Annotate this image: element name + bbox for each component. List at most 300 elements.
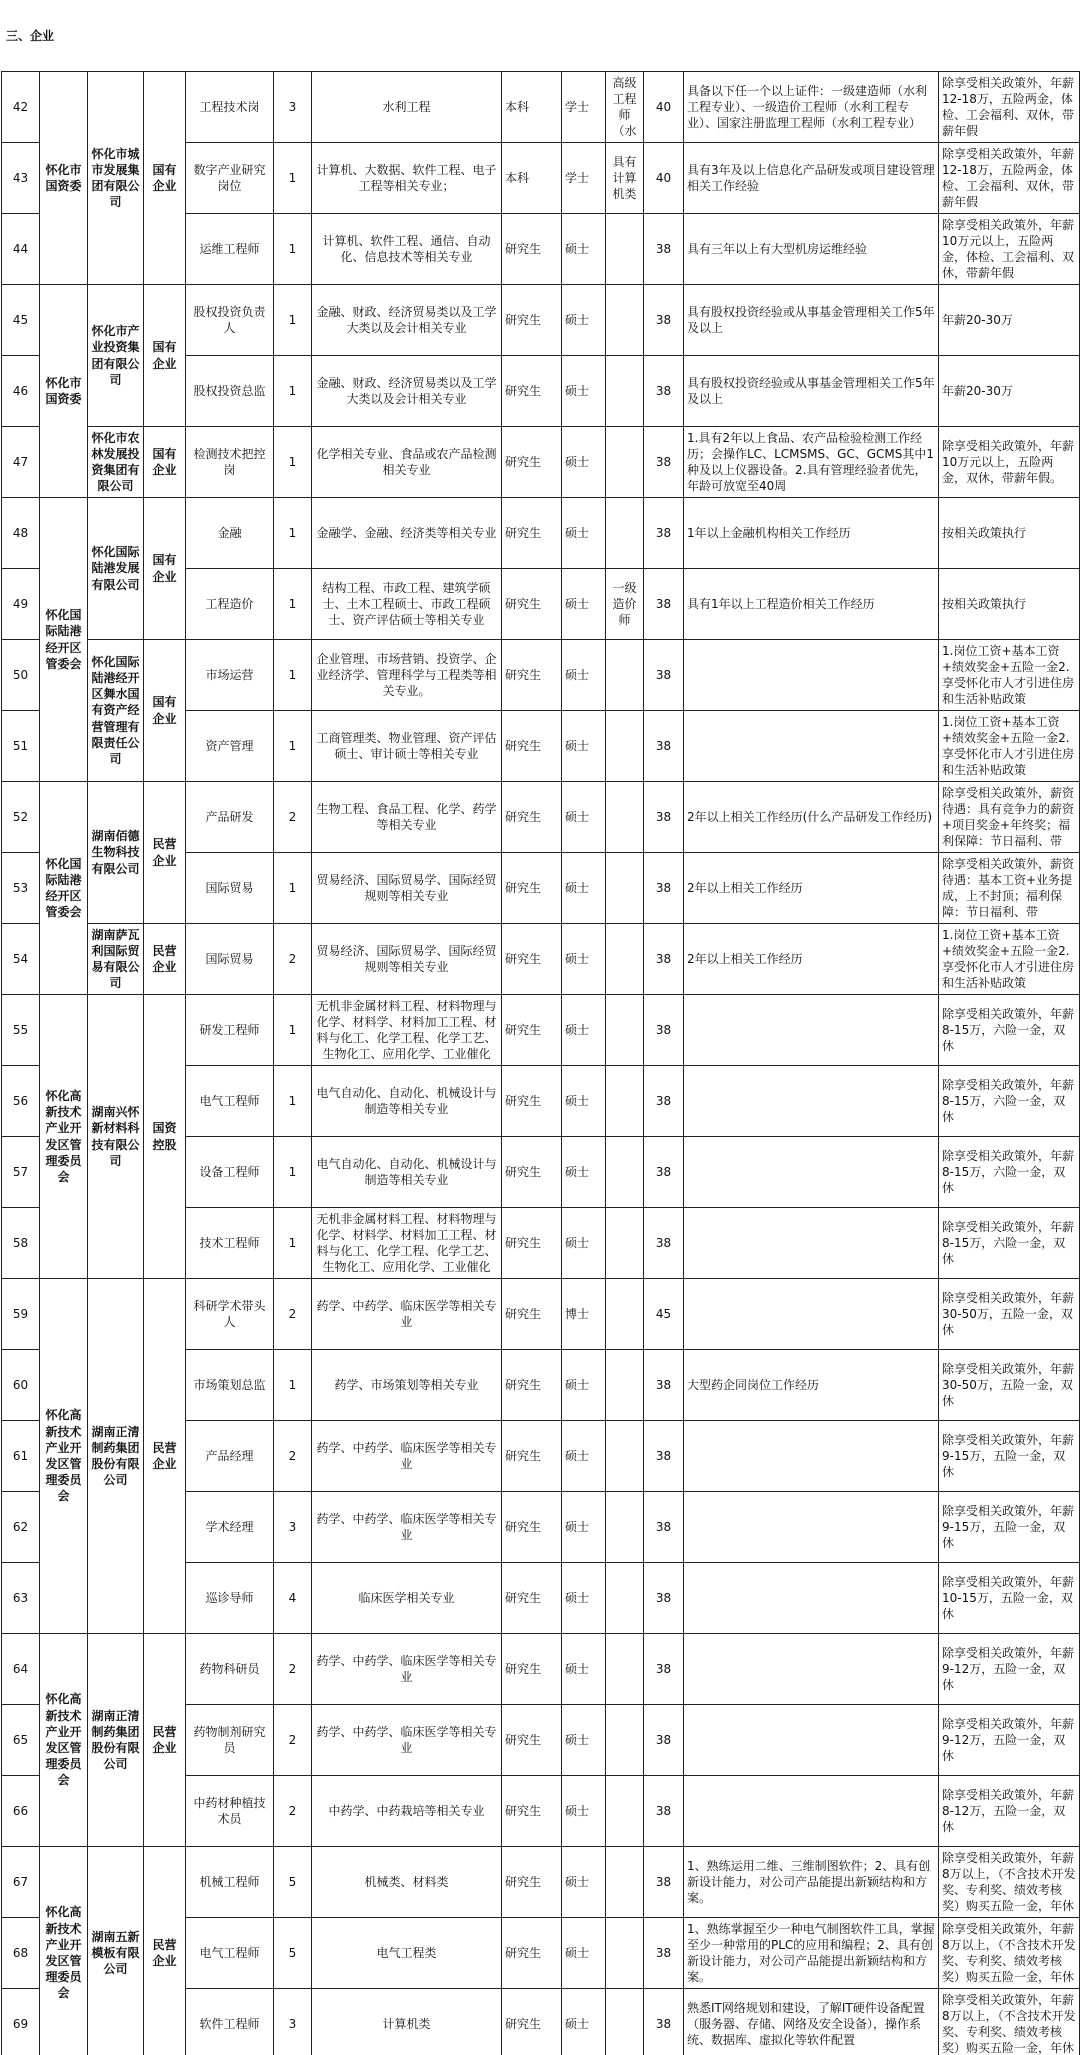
cell-position-text: 国际贸易 <box>205 880 254 895</box>
cell-position <box>186 1918 274 1989</box>
cell-major <box>312 1492 502 1563</box>
cell-age <box>644 782 684 853</box>
cell-age-text: 38 <box>655 738 672 753</box>
cell-major-text: 贸易经济、国际贸易学、国际经贸规则等相关专业 <box>316 872 497 903</box>
cell-count <box>274 1279 312 1350</box>
cell-position <box>186 427 274 498</box>
cell-edu-text: 研究生 <box>505 1164 542 1179</box>
cell-company: 怀化国际陆港经开区舞水国有资产经营管理有限责任公司 <box>88 640 144 782</box>
cell-count <box>274 1421 312 1492</box>
cell-age-text: 45 <box>655 1306 672 1321</box>
cell-age-text: 38 <box>655 951 672 966</box>
cell-edu-text: 研究生 <box>505 1945 542 1960</box>
cell-no-text: 53 <box>12 880 29 895</box>
cell-age-text: 40 <box>655 170 672 185</box>
cell-age-text: 38 <box>655 454 672 469</box>
cell-degree <box>562 640 606 711</box>
cell-age <box>644 72 684 143</box>
cell-age <box>644 214 684 285</box>
cell-major-text: 药学、中药学、临床医学等相关专业 <box>316 1440 497 1471</box>
cell-company: 湖南正清制药集团股份有限公司 <box>88 1634 144 1847</box>
cell-age-text: 38 <box>655 1945 672 1960</box>
cell-edu <box>502 711 562 782</box>
cell-salary <box>939 782 1080 853</box>
cell-major-text: 电气自动化、自动化、机械设计与制造等相关专业 <box>316 1085 497 1116</box>
cell-salary <box>939 569 1080 640</box>
cell-count <box>274 285 312 356</box>
cell-no-text: 67 <box>12 1874 29 1889</box>
cell-requirement <box>684 1776 939 1847</box>
cell-edu <box>502 285 562 356</box>
cell-requirement <box>684 72 939 143</box>
cell-requirement <box>684 640 939 711</box>
cell-salary-text: 除享受相关政策外，年薪9-15万，五险一金，双休 <box>942 1503 1075 1551</box>
cell-title <box>606 924 644 995</box>
cell-degree-text: 硕士 <box>565 2016 590 2031</box>
cell-major <box>312 569 502 640</box>
cell-no <box>2 1705 40 1776</box>
cell-edu-text: 研究生 <box>505 1590 542 1605</box>
cell-requirement-text: 熟悉IT网络规划和建设，了解IT硬件设备配置（服务器、存储、网络及安全设备），操作系统、数据库、虚拟化等软件配置 <box>687 2000 925 2048</box>
cell-degree-text: 硕士 <box>565 1803 590 1818</box>
cell-position <box>186 711 274 782</box>
cell-salary-text: 除享受相关政策外，年薪9-12万，五险一金，双休 <box>942 1716 1075 1764</box>
cell-age-text: 38 <box>655 880 672 895</box>
cell-count-text: 1 <box>288 1235 297 1250</box>
cell-dept: 怀化国际陆港经开区管委会 <box>40 498 88 782</box>
cell-nature: 民营企业 <box>144 782 186 924</box>
cell-edu <box>502 356 562 427</box>
cell-salary-text: 除享受相关政策外，年薪30-50万，五险一金，双休 <box>942 1290 1075 1338</box>
cell-title <box>606 640 644 711</box>
cell-edu-text: 研究生 <box>505 1093 542 1108</box>
cell-count-text: 3 <box>288 99 297 114</box>
cell-title <box>606 1279 644 1350</box>
cell-no <box>2 285 40 356</box>
cell-salary <box>939 1776 1080 1847</box>
cell-count <box>274 640 312 711</box>
cell-requirement <box>684 1918 939 1989</box>
cell-edu <box>502 995 562 1066</box>
cell-no <box>2 1350 40 1421</box>
cell-major <box>312 1776 502 1847</box>
cell-title <box>606 214 644 285</box>
cell-position <box>186 1350 274 1421</box>
cell-age-text: 38 <box>655 1732 672 1747</box>
cell-degree <box>562 1137 606 1208</box>
cell-count <box>274 1989 312 2055</box>
cell-title <box>606 569 644 640</box>
cell-requirement-text: 2年以上相关工作经历(什么产品研发工作经历) <box>687 809 932 824</box>
cell-degree <box>562 1066 606 1137</box>
cell-no <box>2 640 40 711</box>
cell-requirement <box>684 1421 939 1492</box>
cell-position <box>186 1208 274 1279</box>
cell-major <box>312 1350 502 1421</box>
cell-degree <box>562 498 606 569</box>
cell-company: 怀化国际陆港发展有限公司 <box>88 498 144 640</box>
cell-age-text: 38 <box>655 1661 672 1676</box>
cell-count-text: 1 <box>288 1093 297 1108</box>
cell-salary-text: 除享受相关政策外，年薪12-18万，五险两金，体检、工会福利、双休，带薪年假 <box>942 146 1075 210</box>
cell-count <box>274 1492 312 1563</box>
cell-age <box>644 1918 684 1989</box>
cell-position-text: 数字产业研究岗位 <box>193 162 266 193</box>
cell-title <box>606 853 644 924</box>
cell-salary-text: 除享受相关政策外，年薪9-12万，五险一金，双休 <box>942 1645 1075 1693</box>
cell-company: 湖南正清制药集团股份有限公司 <box>88 1279 144 1634</box>
cell-requirement-text: 具有1年以上工程造价相关工作经历 <box>687 596 875 611</box>
cell-salary <box>939 143 1080 214</box>
cell-age <box>644 853 684 924</box>
cell-title <box>606 995 644 1066</box>
cell-age-text: 38 <box>655 241 672 256</box>
cell-age <box>644 427 684 498</box>
cell-title <box>606 711 644 782</box>
cell-age-text: 38 <box>655 383 672 398</box>
cell-no <box>2 1634 40 1705</box>
cell-nature: 民营企业 <box>144 1279 186 1634</box>
cell-count-text: 2 <box>288 951 297 966</box>
table-row <box>2 782 1080 853</box>
cell-age <box>644 356 684 427</box>
cell-requirement-text: 1、熟练运用二维、三维制图软件；2、具有创新设计能力，对公司产品能提出新颖结构和方案。 <box>687 1858 931 1906</box>
cell-salary <box>939 1279 1080 1350</box>
cell-count <box>274 143 312 214</box>
cell-age-text: 38 <box>655 2016 672 2031</box>
cell-salary-text: 除享受相关政策外，年薪12-18万，五险两金，体检、工会福利、双休，带薪年假 <box>942 75 1075 139</box>
cell-count-text: 1 <box>288 1022 297 1037</box>
cell-no <box>2 924 40 995</box>
cell-requirement <box>684 285 939 356</box>
cell-position <box>186 1279 274 1350</box>
cell-degree-text: 硕士 <box>565 667 590 682</box>
cell-age <box>644 569 684 640</box>
cell-no-text: 58 <box>12 1235 29 1250</box>
cell-title <box>606 285 644 356</box>
cell-dept: 怀化高新技术产业开发区管理委员会 <box>40 1279 88 1634</box>
cell-nature: 国有企业 <box>144 640 186 782</box>
cell-edu-text: 研究生 <box>505 1235 542 1250</box>
cell-major <box>312 285 502 356</box>
cell-count-text: 3 <box>288 1519 297 1534</box>
cell-edu <box>502 1421 562 1492</box>
job-table <box>1 71 1080 2055</box>
cell-edu <box>502 1563 562 1634</box>
cell-degree-text: 硕士 <box>565 1022 590 1037</box>
cell-count-text: 5 <box>288 1874 297 1889</box>
cell-position <box>186 853 274 924</box>
cell-no-text: 52 <box>12 809 29 824</box>
cell-degree <box>562 853 606 924</box>
cell-count-text: 1 <box>288 312 297 327</box>
cell-major <box>312 640 502 711</box>
cell-nature: 国有企业 <box>144 427 186 498</box>
cell-salary <box>939 853 1080 924</box>
cell-edu-text: 研究生 <box>505 525 542 540</box>
cell-degree <box>562 1989 606 2055</box>
cell-edu <box>502 569 562 640</box>
cell-title <box>606 1989 644 2055</box>
cell-no <box>2 1918 40 1989</box>
cell-salary <box>939 711 1080 782</box>
table-row <box>2 1634 1080 1705</box>
cell-major-text: 计算机、软件工程、通信、自动化、信息技术等相关专业 <box>322 233 491 264</box>
cell-salary-text: 除享受相关政策外，年薪10-15万，五险一金，双休 <box>942 1574 1075 1622</box>
cell-position <box>186 1776 274 1847</box>
cell-count-text: 1 <box>288 596 297 611</box>
cell-count <box>274 1208 312 1279</box>
cell-position-text: 技术工程师 <box>199 1235 260 1250</box>
cell-edu <box>502 782 562 853</box>
cell-edu-text: 研究生 <box>505 1874 542 1889</box>
cell-edu <box>502 924 562 995</box>
cell-count <box>274 1918 312 1989</box>
cell-no-text: 59 <box>12 1306 29 1321</box>
cell-degree <box>562 924 606 995</box>
cell-edu <box>502 853 562 924</box>
cell-degree <box>562 569 606 640</box>
cell-degree-text: 硕士 <box>565 525 590 540</box>
cell-edu-text: 研究生 <box>505 1661 542 1676</box>
cell-major <box>312 72 502 143</box>
cell-position-text: 电气工程师 <box>199 1945 260 1960</box>
cell-edu-text: 研究生 <box>505 809 542 824</box>
cell-no-text: 43 <box>12 170 29 185</box>
cell-major <box>312 995 502 1066</box>
cell-requirement <box>684 1847 939 1918</box>
cell-degree-text: 硕士 <box>565 1590 590 1605</box>
cell-requirement <box>684 143 939 214</box>
cell-requirement <box>684 1137 939 1208</box>
cell-age-text: 38 <box>655 596 672 611</box>
cell-title <box>606 143 644 214</box>
cell-edu-text: 研究生 <box>505 241 542 256</box>
cell-age <box>644 143 684 214</box>
cell-title <box>606 1492 644 1563</box>
cell-requirement <box>684 782 939 853</box>
cell-requirement-text: 1年以上金融机构相关工作经历 <box>687 525 851 540</box>
cell-age <box>644 1279 684 1350</box>
cell-count-text: 1 <box>288 667 297 682</box>
cell-major-text: 工商管理类、物业管理、资产评估硕士、审计硕士等相关专业 <box>316 730 497 761</box>
cell-title-text: 高级工程师（水 <box>612 75 637 139</box>
cell-company: 湖南佰德生物科技有限公司 <box>88 782 144 924</box>
cell-age-text: 40 <box>655 99 672 114</box>
cell-no <box>2 143 40 214</box>
cell-major-text: 中药学、中药栽培等相关专业 <box>328 1803 485 1818</box>
cell-requirement-text: 2年以上相关工作经历 <box>687 951 803 966</box>
cell-edu-text: 研究生 <box>505 383 542 398</box>
cell-degree <box>562 1208 606 1279</box>
cell-title <box>606 1350 644 1421</box>
cell-salary <box>939 72 1080 143</box>
cell-major-text: 无机非金属材料工程、材料物理与化学、材料学、材料加工工程、材料与化工、化学工程、化学工艺、生物化工、应用化学、工业催化 <box>316 998 497 1062</box>
cell-salary-text: 除享受相关政策外，年薪8万以上，（不含技术开发奖、专利奖、绩效考核奖）购买五险一金，年休 <box>942 1921 1076 1985</box>
cell-position-text: 学术经理 <box>205 1519 254 1534</box>
cell-major-text: 电气工程类 <box>376 1945 437 1960</box>
cell-position <box>186 356 274 427</box>
cell-position <box>186 782 274 853</box>
cell-degree-text: 硕士 <box>565 454 590 469</box>
cell-major-text: 药学、中药学、临床医学等相关专业 <box>316 1653 497 1684</box>
cell-major-text: 无机非金属材料工程、材料物理与化学、材料学、材料加工工程、材料与化工、化学工程、化学工艺、生物化工、应用化学、工业催化 <box>316 1211 497 1275</box>
cell-major <box>312 143 502 214</box>
cell-no-text: 50 <box>12 667 29 682</box>
cell-requirement <box>684 1634 939 1705</box>
cell-degree <box>562 1279 606 1350</box>
cell-edu <box>502 1776 562 1847</box>
table-row <box>2 427 1080 498</box>
cell-count <box>274 1350 312 1421</box>
cell-no <box>2 1847 40 1918</box>
cell-position <box>186 569 274 640</box>
cell-degree-text: 博士 <box>565 1306 590 1321</box>
cell-no <box>2 1776 40 1847</box>
cell-edu <box>502 1847 562 1918</box>
cell-degree-text: 硕士 <box>565 1448 590 1463</box>
cell-degree-text: 硕士 <box>565 312 590 327</box>
cell-count <box>274 356 312 427</box>
cell-position-text: 股权投资总监 <box>193 383 266 398</box>
cell-age <box>644 640 684 711</box>
cell-no-text: 66 <box>12 1803 29 1818</box>
cell-major-text: 机械类、材料类 <box>364 1874 449 1889</box>
cell-salary <box>939 285 1080 356</box>
cell-title <box>606 1421 644 1492</box>
cell-no <box>2 711 40 782</box>
cell-salary <box>939 1847 1080 1918</box>
cell-salary-text: 除享受相关政策外，年薪8-15万，六险一金，双休 <box>942 1006 1075 1054</box>
cell-position-text: 软件工程师 <box>199 2016 260 2031</box>
cell-no <box>2 1208 40 1279</box>
cell-major <box>312 214 502 285</box>
cell-edu-text: 研究生 <box>505 596 542 611</box>
cell-major <box>312 1918 502 1989</box>
cell-dept: 怀化国际陆港经开区管委会 <box>40 782 88 995</box>
cell-no-text: 44 <box>12 241 29 256</box>
cell-count <box>274 782 312 853</box>
cell-position <box>186 1421 274 1492</box>
cell-no-text: 60 <box>12 1377 29 1392</box>
cell-salary <box>939 1989 1080 2055</box>
cell-degree-text: 硕士 <box>565 241 590 256</box>
cell-degree-text: 硕士 <box>565 1661 590 1676</box>
cell-major-text: 药学、中药学、临床医学等相关专业 <box>316 1511 497 1542</box>
cell-degree-text: 学士 <box>565 170 590 185</box>
cell-degree <box>562 1918 606 1989</box>
cell-title <box>606 1634 644 1705</box>
cell-edu <box>502 1066 562 1137</box>
cell-title <box>606 1208 644 1279</box>
cell-requirement <box>684 1350 939 1421</box>
cell-title <box>606 356 644 427</box>
cell-salary <box>939 1350 1080 1421</box>
cell-major <box>312 1634 502 1705</box>
cell-edu <box>502 1350 562 1421</box>
cell-title-text: 具有计算机类 <box>612 154 637 202</box>
cell-degree-text: 硕士 <box>565 880 590 895</box>
cell-degree-text: 硕士 <box>565 1093 590 1108</box>
cell-degree <box>562 1563 606 1634</box>
table-row <box>2 72 1080 143</box>
table-row <box>2 498 1080 569</box>
cell-dept: 怀化市国资委 <box>40 285 88 498</box>
cell-company: 湖南五新模板有限公司 <box>88 1847 144 2055</box>
cell-age-text: 38 <box>655 1448 672 1463</box>
cell-position-text: 设备工程师 <box>199 1164 260 1179</box>
cell-age-text: 38 <box>655 1235 672 1250</box>
cell-major <box>312 924 502 995</box>
cell-degree <box>562 214 606 285</box>
cell-no-text: 63 <box>12 1590 29 1605</box>
cell-requirement <box>684 1492 939 1563</box>
cell-position <box>186 214 274 285</box>
cell-count-text: 5 <box>288 1945 297 1960</box>
cell-nature: 国资控股 <box>144 995 186 1279</box>
cell-degree <box>562 285 606 356</box>
cell-no <box>2 498 40 569</box>
cell-position-text: 运维工程师 <box>199 241 260 256</box>
cell-position <box>186 72 274 143</box>
cell-requirement <box>684 924 939 995</box>
cell-major-text: 药学、中药学、临床医学等相关专业 <box>316 1298 497 1329</box>
cell-edu <box>502 1279 562 1350</box>
cell-no <box>2 427 40 498</box>
cell-no <box>2 995 40 1066</box>
cell-requirement-text: 具有股权投资经验或从事基金管理相关工作5年及以上 <box>687 375 935 406</box>
cell-degree <box>562 1634 606 1705</box>
cell-age-text: 38 <box>655 1164 672 1179</box>
cell-position-text: 工程技术岗 <box>199 99 260 114</box>
cell-age-text: 38 <box>655 1022 672 1037</box>
cell-position <box>186 498 274 569</box>
cell-salary-text: 1.岗位工资+基本工资+绩效奖金+五险一金2.享受怀化市人才引进住房和生活补贴政策 <box>942 714 1075 778</box>
cell-edu <box>502 498 562 569</box>
cell-age <box>644 995 684 1066</box>
cell-age <box>644 1421 684 1492</box>
cell-position <box>186 1989 274 2055</box>
cell-salary <box>939 498 1080 569</box>
cell-major <box>312 1208 502 1279</box>
cell-position-text: 市场策划总监 <box>193 1377 266 1392</box>
cell-position <box>186 285 274 356</box>
cell-edu-text: 本科 <box>505 170 530 185</box>
cell-title <box>606 72 644 143</box>
cell-requirement <box>684 1989 939 2055</box>
cell-count <box>274 1776 312 1847</box>
cell-title <box>606 1066 644 1137</box>
cell-major-text: 贸易经济、国际贸易学、国际经贸规则等相关专业 <box>316 943 497 974</box>
cell-salary-text: 按相关政策执行 <box>942 596 1027 611</box>
cell-major-text: 金融、财政、经济贸易类以及工学大类以及会计相关专业 <box>316 304 497 335</box>
cell-salary <box>939 924 1080 995</box>
cell-major <box>312 1847 502 1918</box>
cell-no <box>2 1066 40 1137</box>
cell-requirement <box>684 1705 939 1776</box>
cell-count-text: 1 <box>288 880 297 895</box>
cell-edu <box>502 640 562 711</box>
cell-degree <box>562 1421 606 1492</box>
cell-position <box>186 1563 274 1634</box>
cell-no-text: 48 <box>12 525 29 540</box>
cell-major-text: 计算机类 <box>382 2016 431 2031</box>
cell-edu <box>502 72 562 143</box>
cell-salary-text: 除享受相关政策外，薪资待遇：基本工资+业务提成，上不封顶；福利保障：节日福利、带 <box>942 856 1075 920</box>
cell-requirement <box>684 995 939 1066</box>
cell-no-text: 57 <box>12 1164 29 1179</box>
cell-count-text: 3 <box>288 2016 297 2031</box>
